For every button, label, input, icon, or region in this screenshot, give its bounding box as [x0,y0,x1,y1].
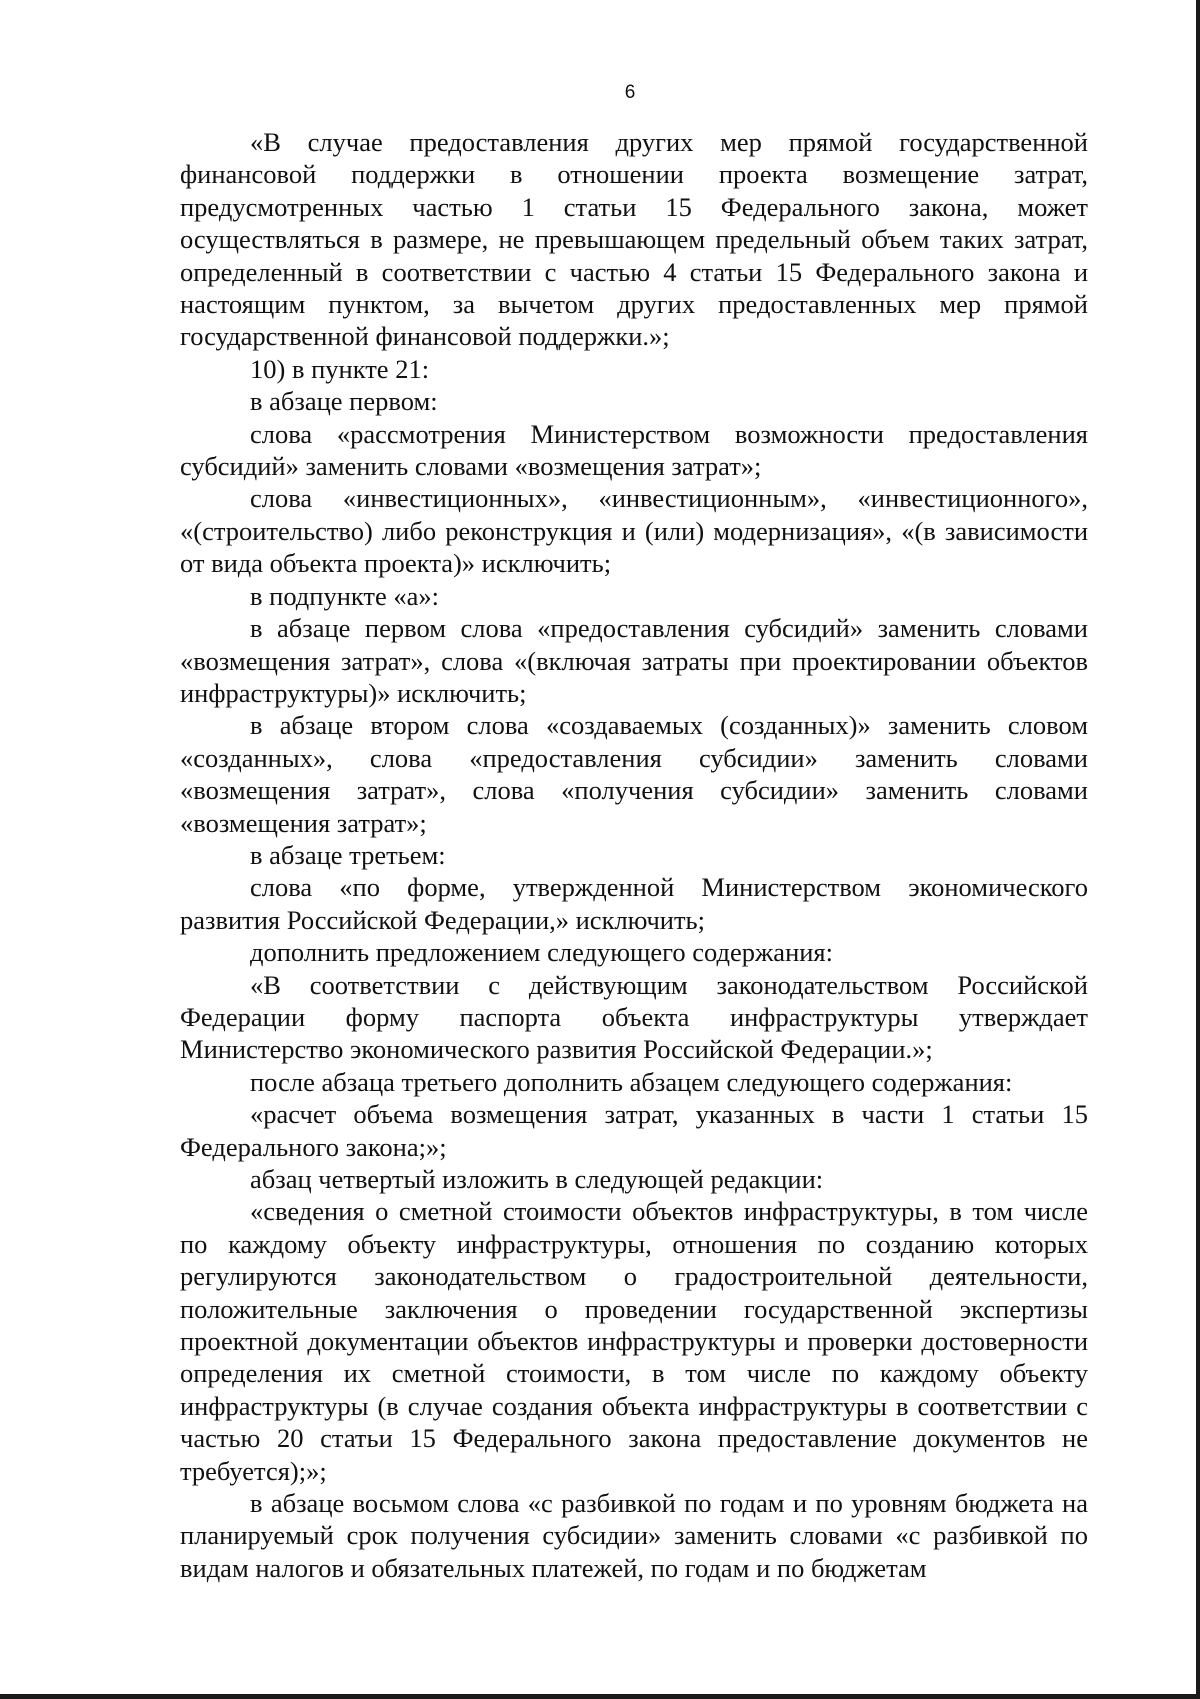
paragraph-item-10: 10) в пункте 21: [250,353,430,384]
paragraph-eighth-abzac: в абзаце восьмом слова «с разбивкой по годам и по уровням бюджета на планируемый срок получения субсидии» заменить словами «с разбивкой по видам налогов и обязательных платежей, по годам и по бюджетам [180,1488,1088,1583]
paragraph-estimate-info: «сведения о сметной стоимости объектов инфраструктуры, в том числе по каждому объекту инфраструктуры, отношения по созданию которых регулируются законодательством о градостроительной деятельности, положительные заключения о проведении государственной экспертизы проектной документации объектов инфраструктуры и проверки достоверности определения их сметной стоимости, в том числе по каждому объекту инфраструктуры (в случае создания объекта инфраструктуры в соответствии с частью 20 статьи 15 Федерального закона предоставление документов не требуется);»; [180,1196,1088,1486]
scan-edge-bottom [0,1694,1200,1699]
paragraph-third-abzac: в абзаце третьем: [250,839,446,870]
paragraph-replace-subsidy-review: слова «рассмотрения Министерством возможности предоставления субсидий» заменить словами «возмещения затрат»; [180,418,1088,482]
paragraph-exclude-form-words: слова «по форме, утвержденной Министерством экономического развития Российской Федерации,» исключить; [180,872,1088,935]
paragraph-abzac-first-change: в абзаце первом слова «предоставления субсидий» заменить словами «возмещения затрат», слова «(включая затраты при проектировании объектов инфраструктуры)» исключить; [180,613,1088,708]
paragraph-first-abzac: в абзаце первом: [250,386,438,417]
paragraph-quoted-amendment: «В случае предоставления других мер прямой государственной финансовой поддержки в отношении проекта возмещение затрат, предусмотренных частью 1 статьи 15 Федерального закона, может осуществляться в размере, не превышающем предельный объем таких затрат, определенный в соответствии с частью 4 статьи 15 Федерального закона и настоящим пунктом, за вычетом других предоставленных мер прямой государственной финансовой поддержки.»; [180,127,1088,352]
paragraph-subitem-a: в подпункте «а»: [250,580,440,611]
paragraph-calculation: «расчет объема возмещения затрат, указанных в части 1 статьи 15 Федерального закона;»; [180,1099,1088,1162]
paragraph-exclude-words: слова «инвестиционных», «инвестиционным», «инвестиционного», «(строительство) либо реконструкция и (или) модернизация», «(в зависимости от вида объекта проекта)» исключить; [180,483,1088,579]
paragraph-fourth-abzac: абзац четвертый изложить в следующей редакции: [250,1164,824,1194]
paragraph-add-sentence: дополнить предложением следующего содержания: [250,937,833,968]
paragraph-passport-form: «В соответствии с действующим законодательством Российской Федерации форму паспорта объекта инфраструктуры утверждает Министерство экономического развития Российской Федерации.»; [180,969,1088,1065]
document-body [180,126,1088,1584]
scan-edge-right [1196,0,1200,1699]
paragraph-add-abzac: после абзаца третьего дополнить абзацем следующего содержания: [250,1066,1013,1097]
page-number: 6 [624,82,636,103]
paragraph-abzac-second-change: в абзаце втором слова «создаваемых (созданных)» заменить словом «созданных», слова «предоставления субсидии» заменить словами «возмещения затрат», слова «получения субсидии» заменить словами «возмещения затрат»; [180,710,1088,838]
